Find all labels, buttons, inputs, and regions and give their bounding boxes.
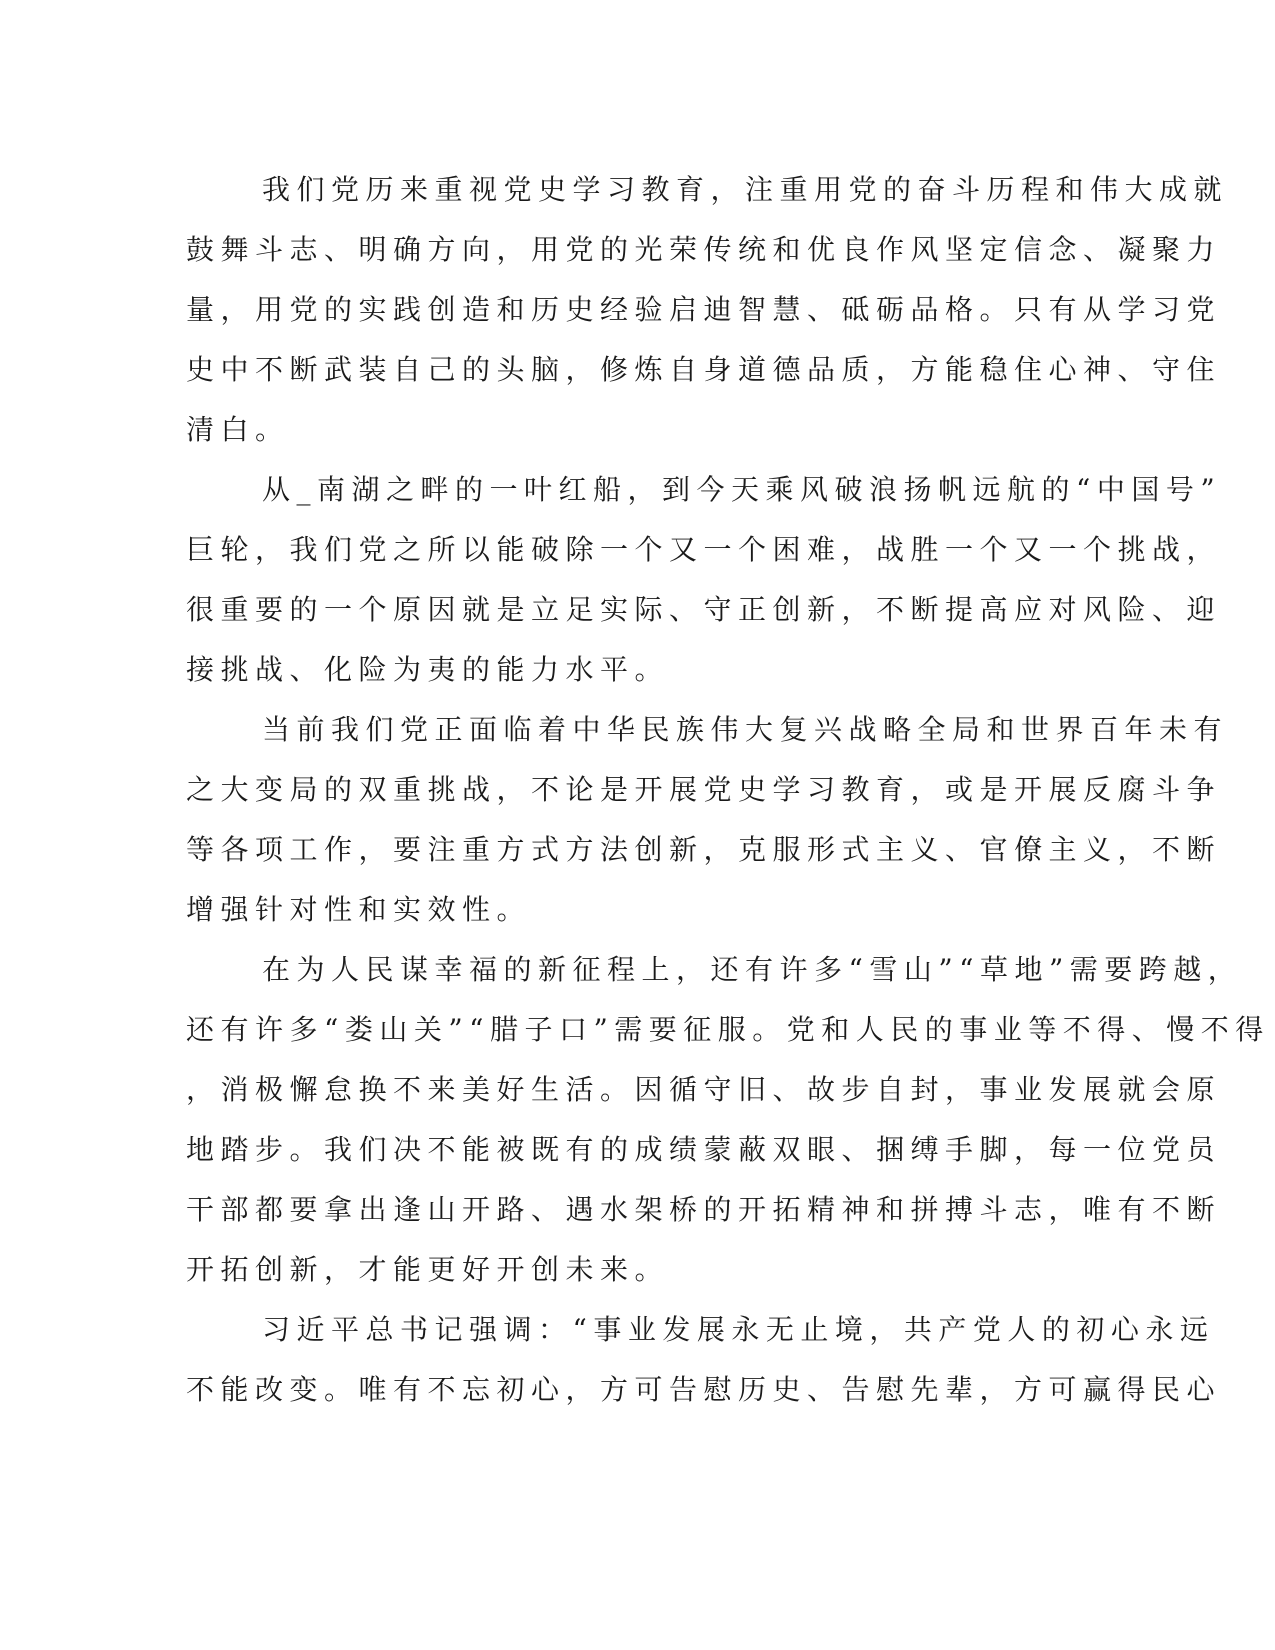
paragraph-line: 还有许多“娄山关”“腊子口”需要征服。党和人民的事业等不得、慢不得 [186,1013,1270,1046]
paragraph-new-journey [186,940,1270,1300]
paragraph-red-boat [186,460,1222,700]
paragraph-line: 增强针对性和实效性。 [186,893,532,926]
paragraph-line: 习近平总书记强调：“事业发展永无止境，共产党人的初心永远 [262,1313,1215,1346]
paragraph-line: 地踏步。我们决不能被既有的成绩蒙蔽双眼、捆缚手脚，每一位党员 [186,1133,1222,1166]
paragraph-line: 巨轮，我们党之所以能破除一个又一个困难，战胜一个又一个挑战， [186,533,1222,566]
paragraph-line: 干部都要拿出逢山开路、遇水架桥的开拓精神和拼搏斗志，唯有不断 [186,1193,1222,1226]
paragraph-line: 等各项工作，要注重方式方法创新，克服形式主义、官僚主义，不断 [186,833,1222,866]
paragraph-line: 量，用党的实践创造和历史经验启迪智慧、砥砺品格。只有从学习党 [186,293,1222,326]
paragraph-dual-challenges [186,700,1229,940]
paragraph-line: 开拓创新，才能更好开创未来。 [186,1253,670,1286]
paragraph-line: ，消极懈怠换不来美好生活。因循守旧、故步自封，事业发展就会原 [186,1073,1222,1106]
paragraph-line: 在为人民谋幸福的新征程上，还有许多“雪山”“草地”需要跨越， [262,953,1243,986]
paragraph-line: 清白。 [186,413,290,446]
paragraph-line: 之大变局的双重挑战，不论是开展党史学习教育，或是开展反腐斗争 [186,773,1222,806]
paragraph-line: 接挑战、化险为夷的能力水平。 [186,653,670,686]
document-body [186,160,1270,1420]
paragraph-line: 鼓舞斗志、明确方向，用党的光荣传统和优良作风坚定信念、凝聚力 [186,233,1222,266]
paragraph-line: 史中不断武装自己的头脑，修炼自身道德品质，方能稳住心神、守住 [186,353,1222,386]
paragraph-line: 我们党历来重视党史学习教育，注重用党的奋斗历程和伟大成就 [262,173,1229,206]
paragraph-original-aspiration [186,1300,1222,1420]
paragraph-line: 从_南湖之畔的一叶红船，到今天乘风破浪扬帆远航的“中国号” [262,473,1222,506]
paragraph-line: 很重要的一个原因就是立足实际、守正创新，不断提高应对风险、迎 [186,593,1222,626]
paragraph-line: 当前我们党正面临着中华民族伟大复兴战略全局和世界百年未有 [262,713,1229,746]
paragraph-line: 不能改变。唯有不忘初心，方可告慰历史、告慰先辈，方可赢得民心 [186,1373,1222,1406]
paragraph-party-history-study [186,160,1229,460]
